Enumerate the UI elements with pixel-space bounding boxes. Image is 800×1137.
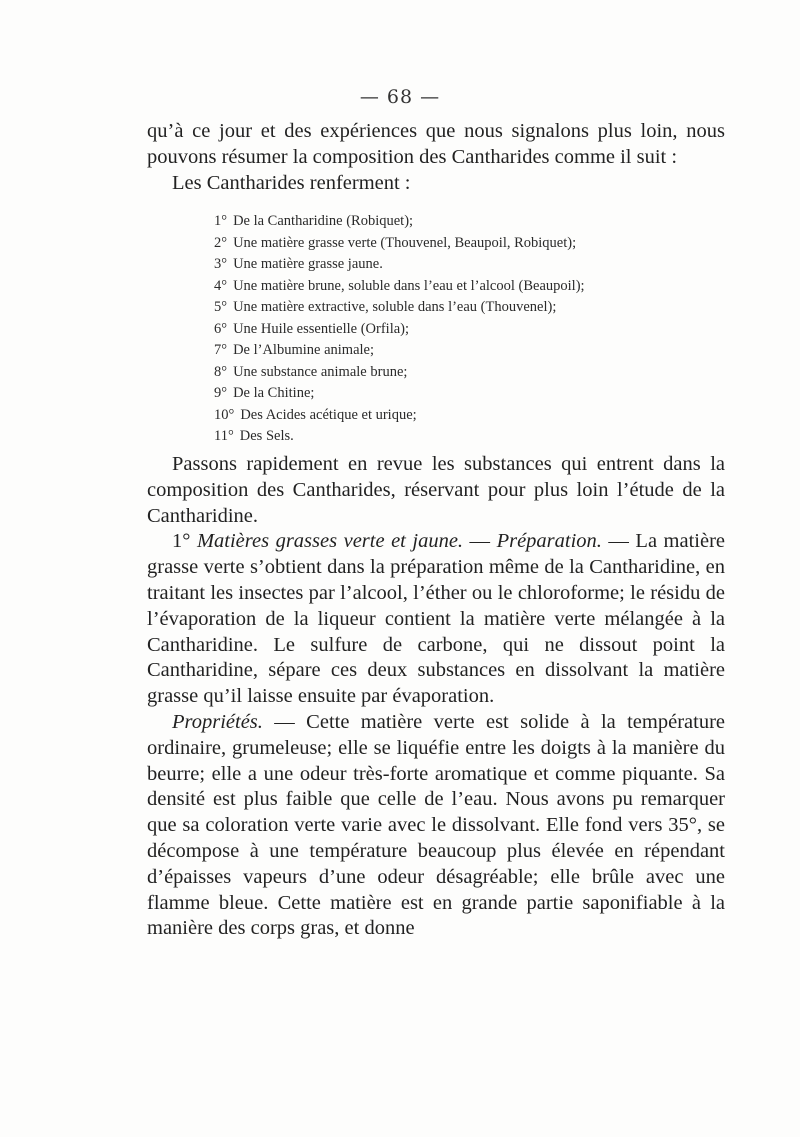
list-item-number: 6° bbox=[214, 320, 228, 337]
list-item-number: 9° bbox=[214, 385, 228, 401]
list-item-number: 4° bbox=[214, 277, 228, 294]
section-title: Matières grasses verte et jaune. bbox=[196, 530, 464, 553]
main-text bbox=[147, 452, 725, 942]
list-item-number: 7° bbox=[214, 342, 228, 358]
list-item bbox=[214, 297, 734, 319]
list-item-number: 2° bbox=[214, 234, 228, 251]
list-item-text: Une Huile essentielle (Orfila); bbox=[233, 320, 410, 337]
list-item-text: De la Cantharidine (Robiquet); bbox=[233, 213, 414, 229]
list-item-text: Une matière extractive, soluble dans l’eau (Thouvenel); bbox=[233, 299, 557, 315]
list-item-text: Des Sels. bbox=[239, 428, 294, 444]
list-item bbox=[214, 383, 734, 405]
paragraph-fatty-matter bbox=[147, 529, 725, 710]
dash: — bbox=[463, 530, 497, 553]
list-item-text: De la Chitine; bbox=[233, 385, 315, 401]
intro-paragraph: qu’à ce jour et des expériences que nous signalons plus loin, nous pouvons résumer la composition des Cantharides comme il suit : bbox=[147, 120, 725, 168]
page-number: — 68 — bbox=[359, 86, 441, 108]
list-item-text: Une matière brune, soluble dans l’eau et l’alcool (Beaupoil); bbox=[233, 277, 585, 294]
paragraph-properties bbox=[147, 710, 725, 942]
paragraph-overview: Passons rapidement en revue les substances qui entrent dans la composition des Cantharides, réservant pour plus loin l’étude de la Cantharidine. bbox=[147, 453, 725, 527]
list-item bbox=[214, 211, 734, 233]
list-item-number: 5° bbox=[214, 299, 228, 315]
list-intro: Les Cantharides renferment : bbox=[172, 172, 411, 194]
list-item bbox=[214, 276, 734, 298]
list-item bbox=[214, 340, 734, 362]
list-item bbox=[214, 319, 734, 341]
paragraph-text: Cette matière verte est solide à la température ordinaire, grumeleuse; elle se liquéfie entre les doigts à la manière du beurre; elle a une odeur très-forte aromatique et comme piquante. Sa densité est plus faible que celle de l’eau. Nous avons pu remarquer que sa coloration verte varie avec le dissolvant. Elle fond vers 35°, se décompose à une température beaucoup plus élevée en répendant d’épaisses vapeurs d’une odeur désagréable; elle brûle avec une flamme bleue. Cette matière est en grande partie saponifiable à la manière des corps gras, et donne bbox=[147, 710, 725, 940]
list-item-number: 1° bbox=[214, 213, 228, 229]
composition-list bbox=[214, 211, 734, 448]
list-item-number: 11° bbox=[214, 428, 234, 444]
subsection-title: Préparation. bbox=[496, 530, 602, 553]
list-item bbox=[214, 362, 734, 384]
list-item bbox=[214, 233, 734, 255]
dash: — bbox=[262, 710, 307, 733]
list-item-text: De l’Albumine animale; bbox=[233, 342, 374, 358]
list-item-text: Des Acides acétique et urique; bbox=[240, 406, 417, 423]
list-item-text: Une matière grasse jaune. bbox=[233, 256, 383, 272]
subsection-title: Propriétés. bbox=[172, 710, 263, 733]
list-item-text: Une substance animale brune; bbox=[233, 363, 408, 380]
list-item-text: Une matière grasse verte (Thouvenel, Beaupoil, Robiquet); bbox=[233, 234, 577, 251]
list-item bbox=[214, 254, 734, 276]
paragraph-text: La matière grasse verte s’obtient dans la préparation même de la Cantharidine, en traitant les insectes par l’alcool, l’éther ou le chloroforme; le résidu de l’évaporation de la liqueur contient la matière verte mélangée à la Cantharidine. Le sulfure de carbone, qui ne dissout point la Cantharidine, sépare ces deux substances en dissolvant la matière grasse qu’il laisse ensuite par évaporation. bbox=[147, 530, 726, 708]
list-item bbox=[214, 426, 734, 448]
list-item-number: 3° bbox=[214, 256, 228, 272]
section-number: 1° bbox=[172, 530, 191, 553]
list-item-number: 8° bbox=[214, 363, 228, 380]
list-item-number: 10° bbox=[214, 406, 235, 423]
intro-text bbox=[147, 118, 725, 196]
list-item bbox=[214, 405, 734, 427]
dash: — bbox=[601, 530, 636, 553]
